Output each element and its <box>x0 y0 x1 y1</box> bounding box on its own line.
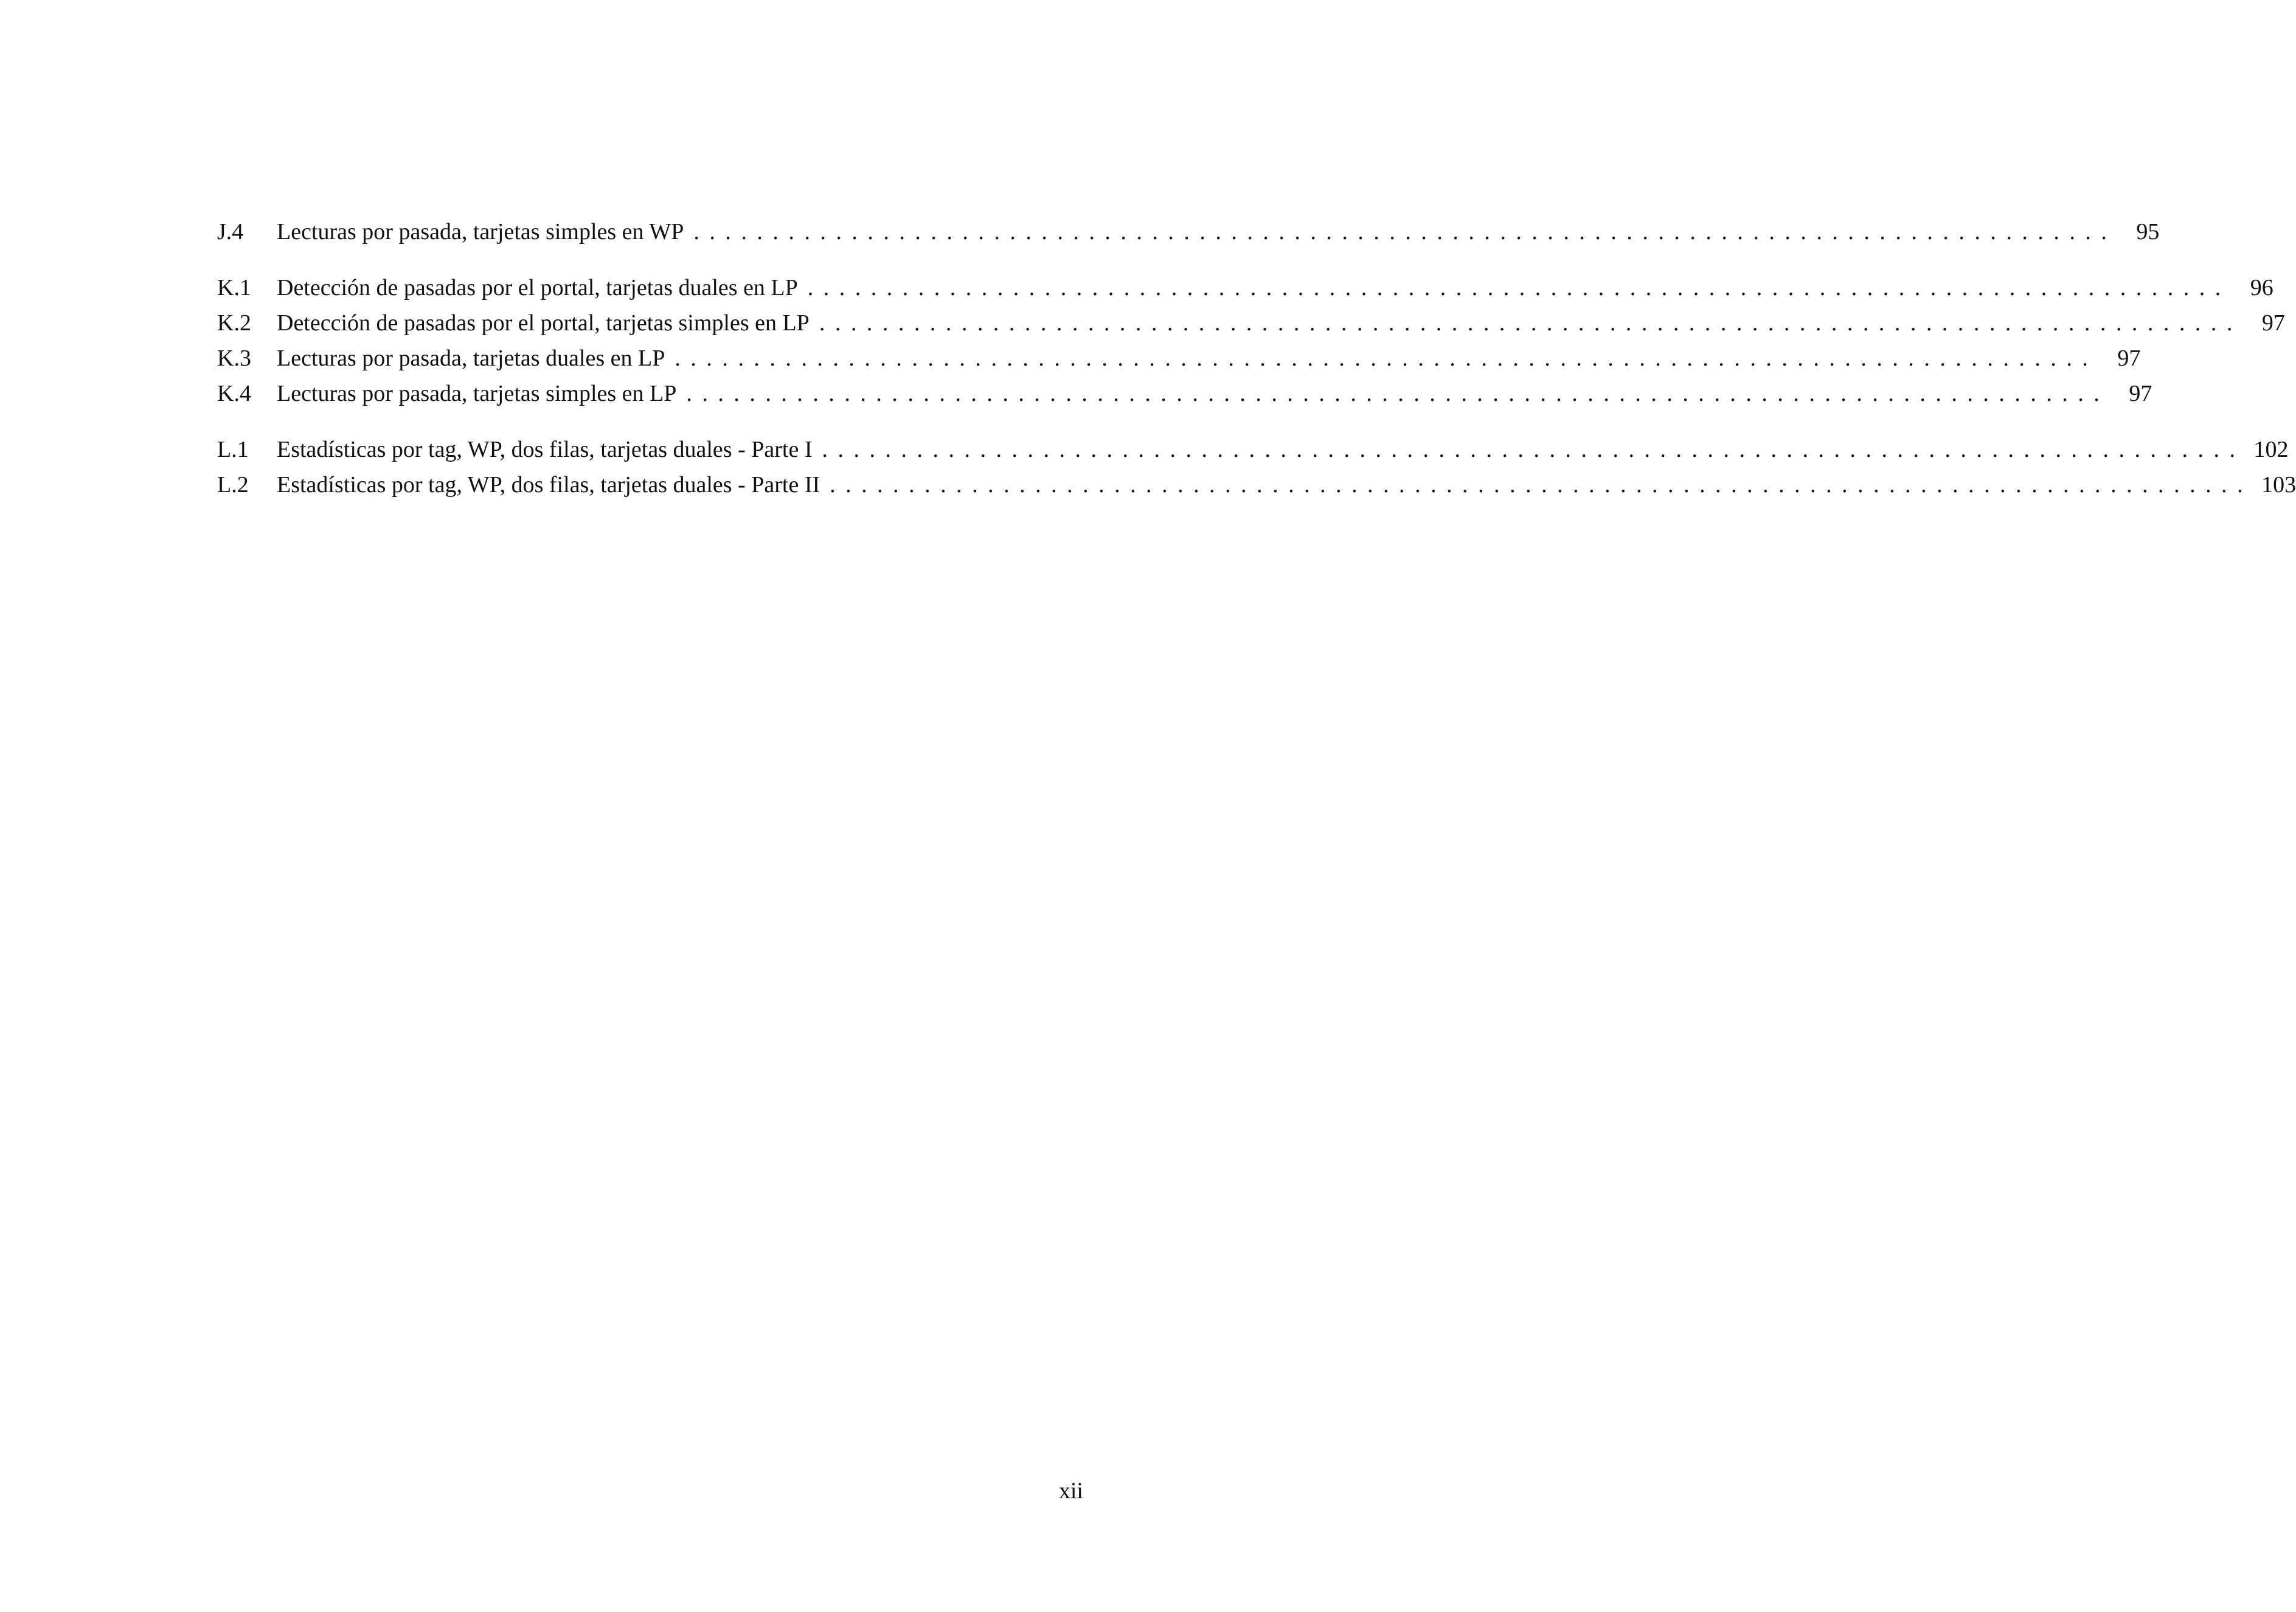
toc-entry <box>217 270 2273 305</box>
page-number: xii <box>1058 1478 1083 1504</box>
toc-entry-number: K.3 <box>217 346 251 371</box>
dot-leader: .......................................................................................... <box>807 275 2231 301</box>
toc-entry-page: 103 <box>2261 472 2296 498</box>
toc-group-k <box>217 270 2285 411</box>
toc-entry-number: K.2 <box>217 310 251 336</box>
list-of-tables <box>217 214 2296 502</box>
dot-leader: .......................................................................................... <box>686 381 2110 406</box>
toc-entry-page: 97 <box>2261 310 2285 336</box>
toc-entry <box>217 305 2285 341</box>
toc-entry <box>217 432 2289 467</box>
toc-entry-title: Lecturas por pasada, tarjetas duales en LP <box>277 346 665 371</box>
toc-entry-number: L.1 <box>217 437 249 462</box>
toc-group-l <box>217 432 2296 502</box>
toc-entry <box>217 214 2160 249</box>
toc-entry-title: Lecturas por pasada, tarjetas simples en WP <box>277 219 684 245</box>
toc-entry-page: 97 <box>2117 346 2141 371</box>
toc-entry-number: L.2 <box>217 472 249 498</box>
toc-entry-title: Estadísticas por tag, WP, dos filas, tarjetas duales - Parte I <box>277 437 813 462</box>
toc-entry <box>217 341 2141 376</box>
toc-entry-title: Estadísticas por tag, WP, dos filas, tarjetas duales - Parte II <box>277 472 820 498</box>
toc-entry-page: 96 <box>2250 275 2273 301</box>
toc-entry-title: Detección de pasadas por el portal, tarjetas simples en LP <box>277 310 810 336</box>
dot-leader: .......................................................................................... <box>822 437 2246 462</box>
toc-entry <box>217 467 2296 502</box>
toc-entry <box>217 376 2152 411</box>
toc-entry-title: Detección de pasadas por el portal, tarjetas duales en LP <box>277 275 798 301</box>
toc-entry-number: K.1 <box>217 275 251 301</box>
toc-entry-title: Lecturas por pasada, tarjetas simples en LP <box>277 381 677 406</box>
toc-group-j <box>217 214 2160 249</box>
dot-leader: .......................................................................................... <box>819 310 2242 336</box>
toc-entry-page: 102 <box>2253 437 2289 462</box>
toc-entry-page: 95 <box>2136 219 2160 245</box>
dot-leader: .......................................................................................... <box>675 346 2098 371</box>
dot-leader: .......................................................................................... <box>693 219 2117 245</box>
toc-entry-number: K.4 <box>217 381 251 406</box>
dot-leader: .......................................................................................... <box>830 472 2253 498</box>
toc-entry-number: J.4 <box>217 219 244 245</box>
toc-entry-page: 97 <box>2129 381 2152 406</box>
